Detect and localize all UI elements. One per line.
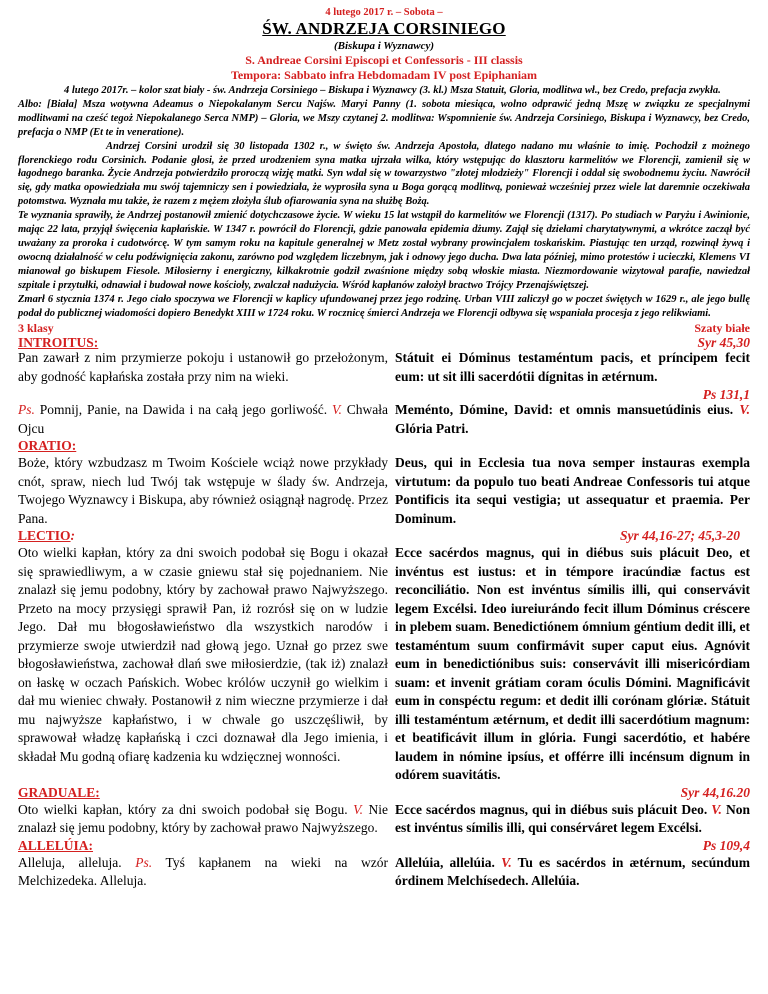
date-line: 4 lutego 2017 r. – Sobota – (325, 7, 443, 18)
vestment-color: Szaty białe (694, 321, 750, 336)
introitus-psalm-reference: Ps 131,1 (702, 387, 750, 403)
page-title: ŚW. ANDRZEJA CORSINIEGO (262, 19, 506, 38)
v-marker: V. (739, 402, 750, 418)
gloria-text: Chwała Ojcu (18, 402, 388, 436)
lectio-latin: Ecce sacérdos magnus, qui in diébus suis plácuit Deo, et invéntus est iustus: et in témpore iracúndiæ factus est reconciliátio. Non est invéntus símilis illi, qui conservávit legem Excélsi. Ideo iureiurándo fecit illum Dóminus créscere in plebem suam. Benedictiónem ómnium géntium dedit illi, et testaméntum suum confirmávit super caput eius. Agnóvit eum in benedictiónibus suis: conservávit illi misericórdiam suam: et invenit grátiam coram óculis Dómini. Magnificávit eum in conspéctu regum: et dedit illi corónam glóriæ. Státuit illi testaméntum ætérnum, et dedit illi sacerdótium magnum: et beatificávit illum in glória. Fungi sacerdótio, et habére laudem in nómine ipsíus, et offérre illi incénsum dignum in odórem suavitátis. (395, 545, 750, 783)
graduale-text: Oto wielki kapłan, który za dni swoich podobał się Bogu. (18, 801, 354, 817)
psalm-text: Meménto, Dómine, David: et omnis mansuetúdinis eius. (395, 402, 740, 418)
introitus-polish: Pan zawarł z nim przymierze pokoju i ustanowił go przełożonym, aby godność kapłańska została przy nim na wieki. (18, 350, 388, 384)
intro-paragraph: Zmarł 6 stycznia 1374 r. Jego ciało spoczywa we Florencji w kaplicy ufundowanej przez jego rodzinę. Urban VIII zaliczył go w poczet świętych w 1629 r., ale jego bullę podał do publicznej wiadomości dopiero Benedykt XIII w 1724 roku. W rocznicę śmierci Andrzeja we Florencji odbywa się wspaniała procesja z jego relikwiami. (18, 293, 750, 319)
oratio-heading: ORATIO: (18, 438, 77, 454)
introitus-psalm (18, 401, 750, 438)
intro-paragraph: Te wyznania sprawiły, że Andrzej postanowił zmienić dotychczasowe życie. W wieku 15 lat wstąpił do karmelitów we Florencji (1317). Po studiach w Paryżu i Awinionie, mając 22 lata, przyjął święcenia kapłańskie. W 1347 r. powrócił do Florencji, gdzie panowała epidemia dżumy. Zajął się dziełami charytatywnymi, a wkrótce zaczął być uważany za proroka i cudotwórcę. W tym samym roku na kapitule generalnej w Metz został wybrany prowincjałem toskańskim. Piastując ten urząd, rozwinął żywą i owocną działalność w celu podźwignięcia zakonu, zarówno pod względem liczebnym, jak i odnowy jego ducha. Dwa lata później, mimo protestów i ucieczki, Klemens VI mianował go biskupem Fiesole. Miłosierny i energiczny, kilkakrotnie godził zwaśnione między sobą włoskie miasta. Niezmordowanie wizytował parafie, nawiedzał szpitale i przytułki, odnawiał i budował nowe kościoły, zwalczał nadużycia. Wśród kapłanów założył bractwo Trójcy Przenajświętszej. (18, 210, 750, 291)
gloria-text: Glória Patri. (395, 420, 469, 436)
alleluia-header (18, 838, 750, 854)
lectio-polish: Oto wielki kapłan, który za dni swoich podobał się Bogu i okazał się sprawiedliwym, a w czasie gniewu stał się pojednaniem. Nie znalazł się jemu podobny, który by zachował prawo Najwyższego. Przeto na mocy przysięgi sprawił Pan, iż rozrósł się on w ludzie Jego. Dał mu błogosławieństwo dla wszystkich narodów i przymierze swoje utwierdził nad głową jego. Uznał go przez swe błogosławieństwa, zachował dlań swe miłosierdzie, (tak iż) znalazł on łaskę w oczach Pańskich. Wobec królów uczynił go wielkim i dał mu wieniec chwały. Postanowił z nim wieczne przymierze i dał mu najwyższe kapłaństwo, i w chwale go uszczęśliwił, by sprawował władzę kapłańską i czci doznawał dla Jego imienia, i składał Mu godną ofiarę kadzenia ku wdzięcznej wonności. (18, 545, 388, 764)
intro-paragraph: Albo: [Biała] Msza wotywna Adeamus o Niepokalanym Sercu Najśw. Maryi Panny (1. sobota miesiąca, wolno odprawić jedną Mszę w związku ze specjalnymi modlitwami na cześć tegoż Niepokalanego Serca NMP) – Gloria, we Mszy czytanej 2. modlitwa: Wspomnienie św. Andrzeja Corsiniego, Biskupa i Wyznawcy, bez Credo, prefacja o NMP (Et te in veneratione). (18, 98, 750, 138)
graduale-header (18, 785, 750, 801)
intro-notes (18, 84, 750, 320)
graduale-text: Nie znalazł się jemu podobny, który by zachował prawo Najwyższego. (18, 801, 388, 836)
latin-title: S. Andreae Corsini Episcopi et Confessoris - III classis (245, 53, 523, 67)
graduale-polish (18, 801, 388, 838)
oratio-body (18, 454, 750, 528)
page-subtitle: (Biskupa i Wyznawcy) (333, 40, 435, 52)
intro-paragraph: 4 lutego 2017r. – kolor szat biały - św. Andrzeja Corsiniego – Biskupa i Wyznawcy (3. kl.) Msza Statuit, Gloria, modlitwa wł., bez Credo, prefacja zwykła. (64, 85, 721, 96)
oratio-latin: Deus, qui in Ecclesia tua nova semper instauras exempla virtutum: da populo tuo beati Andreae Confessoris tui atque Pontificis ita sequi vestigia; ut assequatur et praemia. Per Dominum. (395, 455, 750, 526)
graduale-body (18, 801, 750, 838)
alleluia-body (18, 854, 750, 891)
oratio-polish: Boże, który wzbudzasz m Twoim Kościele wciąż nowe przykłady cnót, spraw, niech lud Twój tak wstępuje w ślady św. Andrzeja, Twojego Wyznawcy i Biskupa, aby również osiągnął nagrodę. Przez Pana. (18, 455, 388, 526)
lectio-heading: LECTIO (18, 528, 71, 544)
tempora-line: Tempora: Sabbato infra Hebdomadam IV post Epiphaniam (230, 68, 538, 82)
v-marker: V. (353, 801, 364, 817)
intro-paragraph: Andrzej Corsini urodził się 30 listopada 1302 r., w święto św. Andrzeja Apostoła, dlatego nadano mu właśnie to imię. Pochodził z możnego florenckiego rodu Corsinich. Podanie głosi, że przed urodzeniem syna matka ujrzała wilka, który wstępując do klasztoru karmelitów we Florencji, zamienił się w łagodnego baranka. Życie Andrzeja potwierdziło proroczą wizję matki. Syn wdał się w towarzystwo "złotej młodzieży" Florencji i oddał się swobodnemu życiu. Nawrócił się, gdy matka opowiedziała mu swój tajemniczy sen i powiedziała, że wyprosiła syna u Boga gorącą modlitwą, ponieważ wcześniej przez wiele lat daremnie oczekiwała potomstwa. Wyznała mu także, że razem z mężem złożyła ślub ofiarowania syna na służbę Bożą. (18, 140, 750, 208)
alleluia-text: Tu es sacérdos in ætérnum, secúndum órdinem Melchísedech. Allelúia. (395, 854, 750, 889)
lectio-header (18, 528, 750, 544)
alleluia-reference: Ps 109,4 (702, 837, 750, 853)
introitus-reference: Syr 45,30 (697, 335, 750, 351)
alleluia-text: Alleluja, alleluja. (18, 854, 136, 870)
alleluia-text: Tyś kapłanem na wieki na wzór Melchizedeka. Alleluja. (18, 854, 388, 889)
introitus-body (18, 351, 750, 386)
alleluia-polish (18, 854, 388, 891)
missal-page (18, 6, 750, 891)
introitus-heading: INTROITUS: (18, 335, 99, 351)
oratio-header (18, 438, 750, 454)
introitus-psalm-latin (395, 401, 750, 438)
v-marker: V. (501, 854, 512, 870)
v-marker: V. (332, 402, 342, 418)
introitus-psalm-polish (18, 401, 388, 438)
alleluia-heading: ALLELÚIA: (18, 837, 94, 853)
graduale-latin (395, 801, 750, 838)
v-marker: V. (711, 801, 722, 817)
lectio-reference: Syr 44,16-27; 45,3-20 (620, 528, 740, 544)
ps-marker: Ps. (18, 402, 35, 418)
alleluia-latin (395, 854, 750, 891)
class-row (18, 321, 750, 335)
graduale-heading: GRADUALE: (18, 784, 100, 800)
graduale-text: Ecce sacérdos magnus, qui in diébus suis plácuit Deo. (395, 801, 712, 817)
ps-marker: Ps. (135, 854, 153, 870)
psalm-text: Pomnij, Panie, na Dawida i na całą jego gorliwość. (34, 402, 332, 418)
alleluia-text: Allelúia, allelúia. (395, 854, 502, 870)
graduale-text: Non est invéntus símilis illi, qui consérváret legem Excélsi. (395, 801, 750, 836)
liturgical-class: 3 klasy (18, 321, 54, 336)
graduale-reference: Syr 44,16.20 (680, 784, 750, 800)
lectio-heading-wrap (18, 528, 75, 544)
lectio-colon: : (70, 528, 76, 544)
lectio-body (18, 544, 750, 785)
introitus-latin: Státuit ei Dóminus testaméntum pacis, et príncipem fecit eum: ut sit illi sacerdótii dígnitas in ætérnum. (395, 350, 750, 384)
